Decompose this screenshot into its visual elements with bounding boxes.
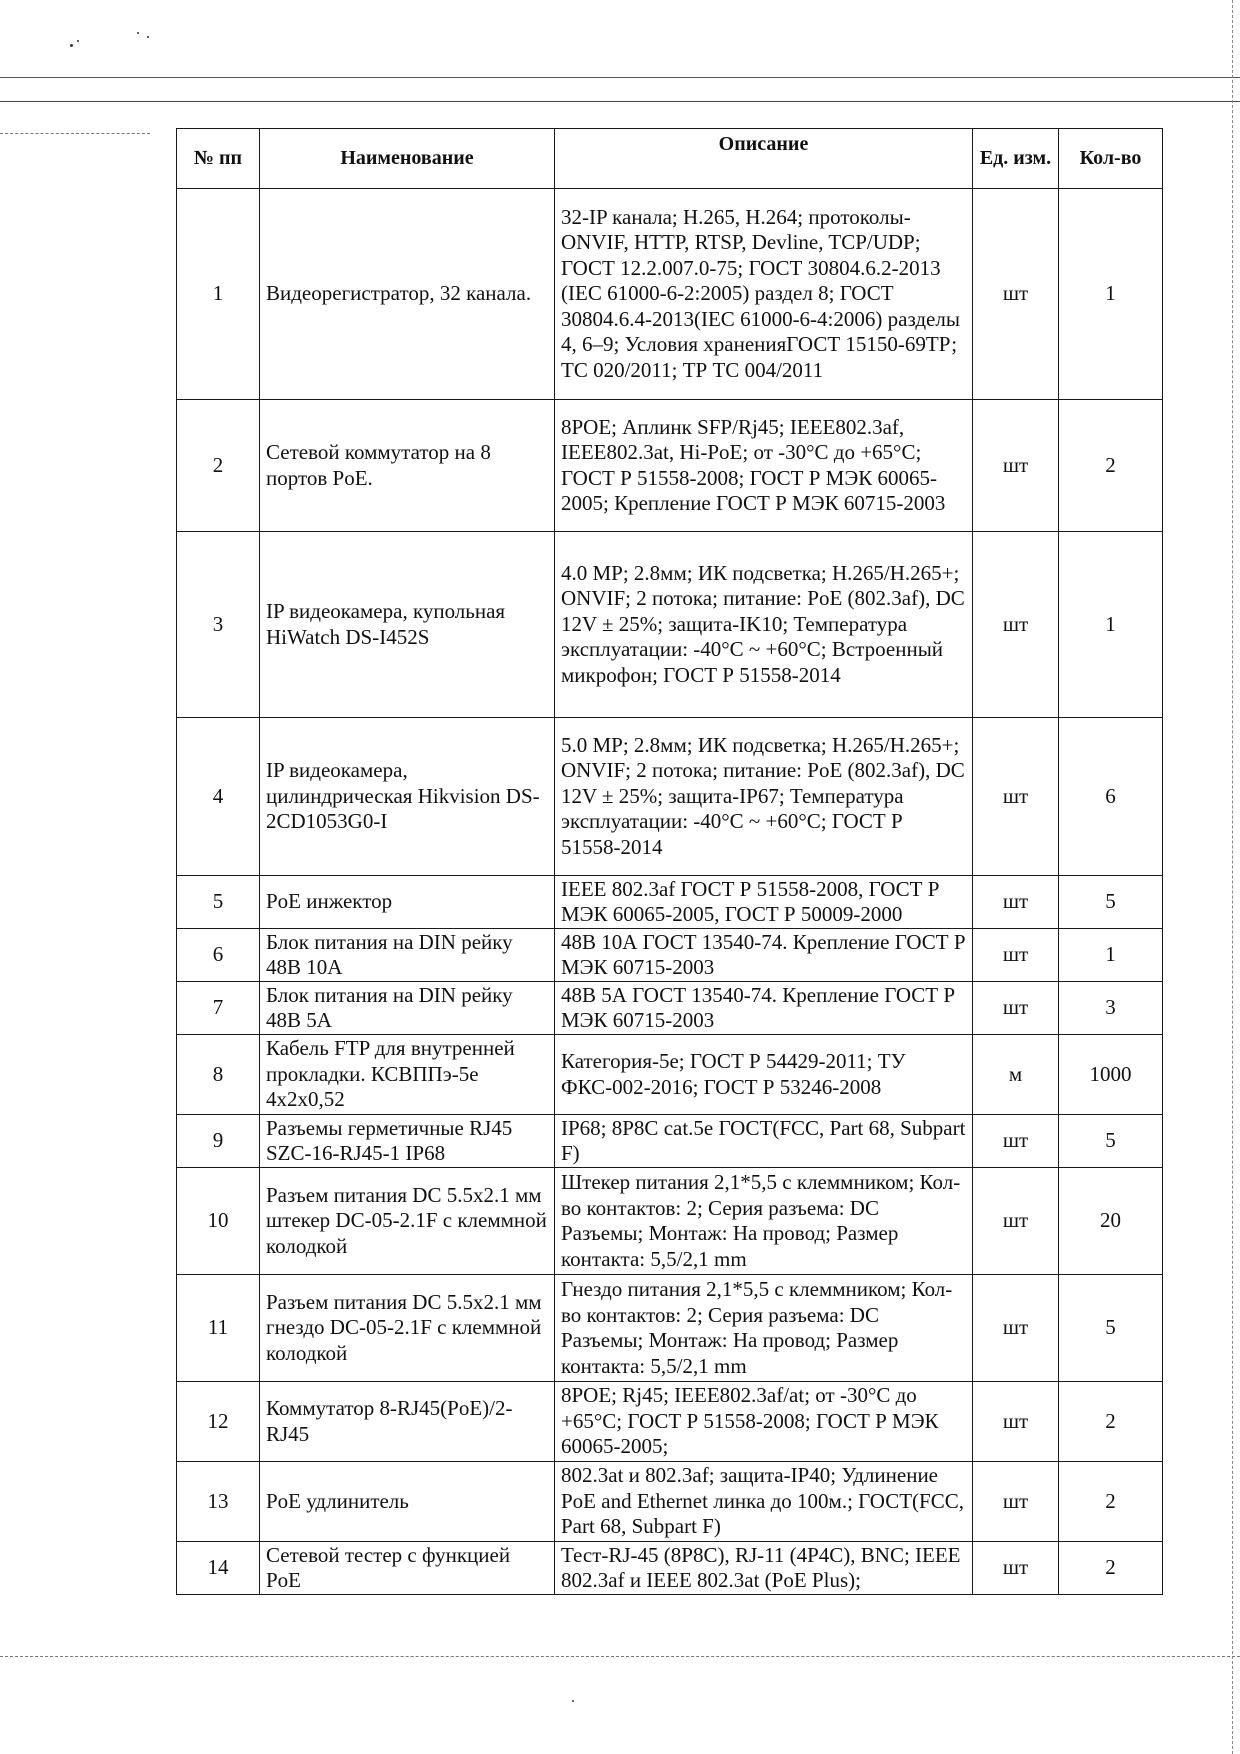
- scan-speck: [572, 1700, 574, 1702]
- row-name: Блок питания на DIN рейку 48В 10А: [260, 929, 555, 982]
- row-unit: шт: [973, 1115, 1059, 1168]
- row-description: Тест-RJ-45 (8P8C), RJ-11 (4P4C), BNC; IEEE 802.3af и IEEE 802.3at (PoE Plus);: [555, 1542, 973, 1595]
- row-quantity: 2: [1059, 1542, 1163, 1595]
- row-description: 8POE; Аплинк SFP/Rj45; IEEE802.3af, IEEE802.3at, Hi-PoE; от -30°C до +65°C; ГОСТ Р 51558-2008; ГОСТ Р МЭК 60065-2005; Крепление ГОСТ Р МЭК 60715-2003: [555, 400, 973, 532]
- row-number: 2: [177, 400, 260, 532]
- header-name: Наименование: [260, 129, 555, 189]
- row-description: IEEE 802.3af ГОСТ Р 51558-2008, ГОСТ Р МЭК 60065-2005, ГОСТ Р 50009-2000: [555, 876, 973, 929]
- row-number: 9: [177, 1115, 260, 1168]
- row-quantity: 1: [1059, 532, 1163, 718]
- row-number: 3: [177, 532, 260, 718]
- table-row: [177, 1168, 1163, 1275]
- row-name: PoE удлинитель: [260, 1462, 555, 1542]
- table-row: [177, 929, 1163, 982]
- row-number: 8: [177, 1035, 260, 1115]
- row-unit: шт: [973, 1382, 1059, 1462]
- scan-speck: [147, 36, 149, 38]
- row-number: 5: [177, 876, 260, 929]
- table-row: [177, 189, 1163, 400]
- row-unit: шт: [973, 929, 1059, 982]
- row-unit: шт: [973, 189, 1059, 400]
- header-unit: Ед. изм.: [973, 129, 1059, 189]
- header-description: Описание: [555, 129, 973, 189]
- row-number: 14: [177, 1542, 260, 1595]
- row-quantity: 5: [1059, 1115, 1163, 1168]
- row-unit: шт: [973, 1462, 1059, 1542]
- table-row: [177, 1542, 1163, 1595]
- table-header-row: [177, 129, 1163, 189]
- row-name: Видеорегистратор, 32 канала.: [260, 189, 555, 400]
- row-unit: шт: [973, 982, 1059, 1035]
- table-row: [177, 1035, 1163, 1115]
- header-quantity: Кол-во: [1059, 129, 1163, 189]
- scan-speck: [137, 32, 139, 34]
- row-description: IP68; 8P8C cat.5e ГОСТ(FCC, Part 68, Subpart F): [555, 1115, 973, 1168]
- scan-line-right-edge: [1232, 0, 1233, 1754]
- row-quantity: 5: [1059, 1275, 1163, 1382]
- row-unit: шт: [973, 532, 1059, 718]
- row-name: Разъем питания DC 5.5х2.1 мм штекер DC-05-2.1F с клеммной колодкой: [260, 1168, 555, 1275]
- row-number: 6: [177, 929, 260, 982]
- row-quantity: 1: [1059, 929, 1163, 982]
- table-row: [177, 1275, 1163, 1382]
- row-number: 12: [177, 1382, 260, 1462]
- row-name: Разъемы герметичные RJ45 SZC-16-RJ45-1 IP68: [260, 1115, 555, 1168]
- row-description: 4.0 MP; 2.8мм; ИК подсветка; H.265/H.265+; ONVIF; 2 потока; питание: PoE (802.3af), DC 12V ± 25%; защита-IK10; Температура эксплуатации: -40°C ~ +60°C; Встроенный микрофон; ГОСТ Р 51558-2014: [555, 532, 973, 718]
- table-row: [177, 400, 1163, 532]
- scan-line-left-mark: [0, 133, 150, 134]
- table-row: [177, 1115, 1163, 1168]
- scan-speck: [77, 40, 79, 42]
- table-row: [177, 982, 1163, 1035]
- table-row: [177, 718, 1163, 876]
- header-number: № пп: [177, 129, 260, 189]
- row-unit: шт: [973, 1542, 1059, 1595]
- row-description: 802.3at и 802.3af; защита-IP40; Удлинение PoE and Ethernet линка до 100м.; ГОСТ(FCC, Part 68, Subpart F): [555, 1462, 973, 1542]
- table-row: [177, 1462, 1163, 1542]
- row-unit: шт: [973, 718, 1059, 876]
- scan-line-top: [0, 77, 1240, 78]
- row-description: 32-IP канала; H.265, H.264; протоколы-ONVIF, HTTP, RTSP, Devline, TCP/UDP; ГОСТ 12.2.007.0-75; ГОСТ 30804.6.2-2013 (IEC 61000-6-2:2005) раздел 8; ГОСТ 30804.6.4-2013(IEC 61000-6-4:2006) разделы 4, 6–9; Условия храненияГОСТ 15150-69ТР; ТС 020/2011; ТР ТС 004/2011: [555, 189, 973, 400]
- row-description: 48В 10А ГОСТ 13540-74. Крепление ГОСТ Р МЭК 60715-2003: [555, 929, 973, 982]
- row-name: Кабель FTP для внутренней прокладки. КСВППэ-5е 4х2х0,52: [260, 1035, 555, 1115]
- table-row: [177, 876, 1163, 929]
- row-description: 5.0 MP; 2.8мм; ИК подсветка; H.265/H.265+; ONVIF; 2 потока; питание: PoE (802.3af), DC 12V ± 25%; защита-IP67; Температура эксплуатации: -40°C ~ +60°C; ГОСТ Р 51558-2014: [555, 718, 973, 876]
- row-quantity: 2: [1059, 400, 1163, 532]
- row-name: Блок питания на DIN рейку 48В 5А: [260, 982, 555, 1035]
- row-unit: м: [973, 1035, 1059, 1115]
- row-description: Гнездо питания 2,1*5,5 с клеммником; Кол-во контактов: 2; Серия разъема: DC Разъемы; Монтаж: На провод; Размер контакта: 5,5/2,1 mm: [555, 1275, 973, 1382]
- table-row: [177, 1382, 1163, 1462]
- row-description: Категория-5е; ГОСТ Р 54429-2011; ТУ ФКС-002-2016; ГОСТ Р 53246-2008: [555, 1035, 973, 1115]
- row-name: IP видеокамера, цилиндрическая Hikvision DS-2CD1053G0-I: [260, 718, 555, 876]
- row-unit: шт: [973, 400, 1059, 532]
- row-quantity: 5: [1059, 876, 1163, 929]
- specification-table: [176, 128, 1163, 1595]
- row-name: Разъем питания DC 5.5х2.1 мм гнездо DC-05-2.1F с клеммной колодкой: [260, 1275, 555, 1382]
- row-unit: шт: [973, 876, 1059, 929]
- row-quantity: 20: [1059, 1168, 1163, 1275]
- row-unit: шт: [973, 1168, 1059, 1275]
- row-description: 8POE; Rj45; IEEE802.3af/at; от -30°C до +65°C; ГОСТ Р 51558-2008; ГОСТ Р МЭК 60065-2005;: [555, 1382, 973, 1462]
- row-quantity: 2: [1059, 1382, 1163, 1462]
- table-row: [177, 532, 1163, 718]
- row-quantity: 1: [1059, 189, 1163, 400]
- row-number: 11: [177, 1275, 260, 1382]
- row-quantity: 6: [1059, 718, 1163, 876]
- scan-line-bottom: [0, 1656, 1240, 1657]
- row-name: Сетевой тестер с функцией PoE: [260, 1542, 555, 1595]
- row-description: Штекер питания 2,1*5,5 с клеммником; Кол-во контактов: 2; Серия разъема: DC Разъемы; Монтаж: На провод; Размер контакта: 5,5/2,1 mm: [555, 1168, 973, 1275]
- row-number: 4: [177, 718, 260, 876]
- row-quantity: 2: [1059, 1462, 1163, 1542]
- row-unit: шт: [973, 1275, 1059, 1382]
- row-name: Сетевой коммутатор на 8 портов PoE.: [260, 400, 555, 532]
- row-quantity: 1000: [1059, 1035, 1163, 1115]
- row-name: IP видеокамера, купольная HiWatch DS-I452S: [260, 532, 555, 718]
- row-number: 13: [177, 1462, 260, 1542]
- row-number: 1: [177, 189, 260, 400]
- row-name: Коммутатор 8-RJ45(PoE)/2-RJ45: [260, 1382, 555, 1462]
- row-number: 7: [177, 982, 260, 1035]
- row-name: PoE инжектор: [260, 876, 555, 929]
- scan-line-top-2: [0, 101, 1240, 102]
- row-description: 48В 5А ГОСТ 13540-74. Крепление ГОСТ Р МЭК 60715-2003: [555, 982, 973, 1035]
- row-number: 10: [177, 1168, 260, 1275]
- row-quantity: 3: [1059, 982, 1163, 1035]
- scan-speck: [70, 44, 73, 47]
